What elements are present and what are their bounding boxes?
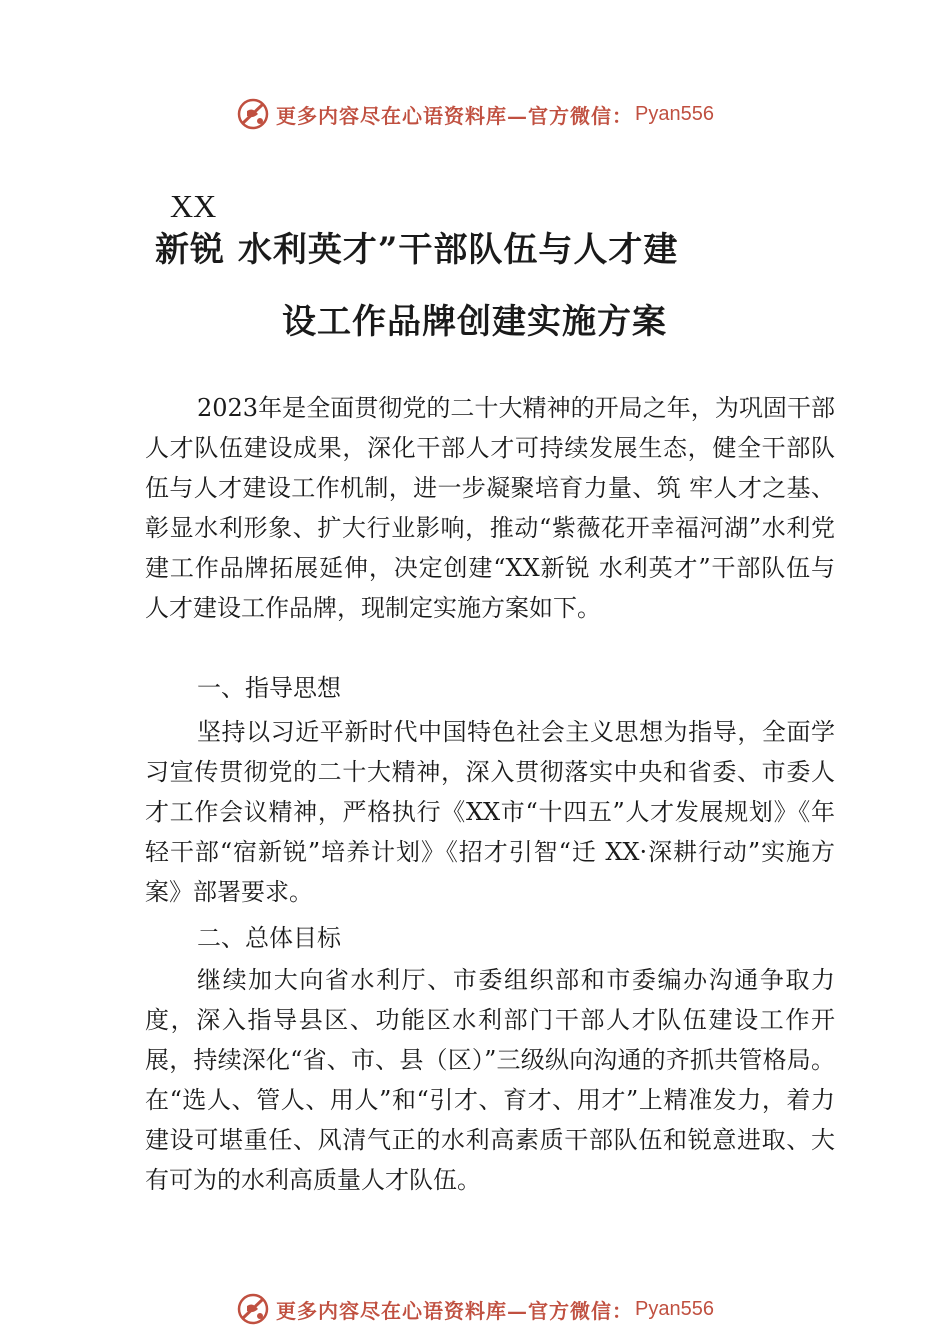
section1-heading: 一、指导思想 — [197, 674, 341, 702]
section2-paragraph: 继续加大向省水利厅、市委组织部和市委编办沟通争取力度，深入指导县区、功能区水利部门干部人才队伍建设工作开展，持续深化“省、市、县（区）”三级纵向沟通的齐抓共管格局。在“选人、管人、用人”和“引才、育才、用才”上精准发力，着力建设可堪重任、风清气正的水利高素质干部队伍和锐意进取、大有可为的水利高质量人才队伍。 — [145, 966, 835, 1194]
banner-handle: Pyan556 — [635, 1297, 714, 1320]
brush-logo-icon — [236, 97, 270, 131]
banner-text: 更多内容尽在心语资料库—官方微信： — [276, 1298, 634, 1323]
intro-paragraph: 2023年是全面贯彻党的二十大精神的开局之年，为巩固干部人才队伍建设成果，深化干部人才可持续发展生态，健全干部队伍与人才建设工作机制，进一步凝聚培育力量、筑 牢人才之基、彰显水利形象、扩大行业影响，推动“紫薇花开幸福河湖”水利党建工作品牌拓展延伸，决定创建“XX新锐 水利英才”干部队伍与人才建设工作品牌，现制定实施方案如下。 — [145, 394, 835, 622]
brush-logo-icon — [236, 1292, 270, 1326]
banner-text: 更多内容尽在心语资料库—官方微信： — [276, 103, 634, 128]
header-watermark-banner — [0, 94, 950, 134]
document-title-line1: 新锐 水利英才”干部队伍与人才建 — [155, 230, 679, 270]
document-title-line2: 设工作品牌创建实施方案 — [282, 302, 667, 342]
section1-paragraph: 坚持以习近平新时代中国特色社会主义思想为指导，全面学习宣传贯彻党的二十大精神，深入贯彻落实中央和省委、市委人才工作会议精神，严格执行《XX市“十四五”人才发展规划》《年轻干部“宿新锐”培养计划》《招才引智“迁 XX·深耕行动”实施方案》部署要求。 — [145, 718, 835, 906]
section2-heading: 二、总体目标 — [197, 924, 341, 952]
footer-watermark-banner — [0, 1289, 950, 1329]
title-xx: XX — [170, 188, 217, 224]
banner-handle: Pyan556 — [635, 102, 714, 125]
